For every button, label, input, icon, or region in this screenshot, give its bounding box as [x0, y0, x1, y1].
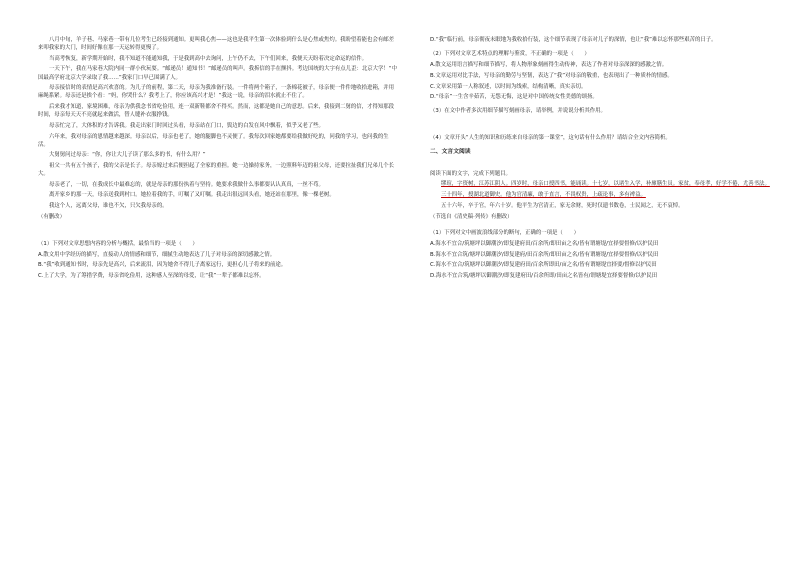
option-a: A.散文用中学经历的描写，直接动人的情感和细节，细腻生动地表达了儿子对母亲的深切感激之情。 — [38, 251, 276, 258]
option-a: A.散文运用语言描写和细节描写，将人物形象刻画得生动传神，表达了作者对母亲深深的感激之情。 — [430, 62, 668, 69]
classical-paragraph: 五十六年，卒于官，年六十岁。他平生为官清正，家无余财，死时仅遗书数卷，士民闻之，无不哀悼。 — [441, 202, 684, 209]
classical-paragraph: 缪瑄，字资树，江苏江阴人。四岁时，母亲口授四书，能诵读。十七岁，以诸生入学，补廪膳生员。家贫，奉母孝，好学不倦，尤善书法。 — [441, 181, 770, 188]
option-d: D.海水不宜合筑/塘坪以御潮汐/即复建府田/百余所即/田亩之名皆有/谓塘堤宜择要督修/以护民田 — [430, 273, 657, 280]
option-b: B.海水不宜合筑/塘坪以御潮汐/即复建府/田百余所/即田亩之名/皆有谓塘堤/宜择要督修/以护民田 — [430, 251, 659, 258]
question-5: （1）下列对文中画波浪线部分的断句，正确的一项是（ ） — [430, 229, 579, 236]
option-c: C.文章采用第一人称叙述，以时间为线索，结构清晰，真实亲切。 — [430, 83, 587, 90]
source-note: （节选自《清史稿·列传》有删改） — [430, 213, 513, 220]
essay-paragraph: 祖父一共有五个孩子，我的父亲是长子。母亲嫁过来后便担起了全家的重担。她一边操持家务，一边照料年迈的祖父母，还要拉扯我们兄弟几个长大。 — [38, 162, 395, 178]
option-d: D.“母亲”一生含辛茹苦，无怨无悔，这是对中国传统女性美德的颂扬。 — [430, 94, 598, 101]
left-column — [38, 36, 398, 283]
option-b: B.“我”收到通知书时，母亲先是高兴，后来流泪，因为她舍不得儿子离家远行，更担心儿子将来的前途。 — [38, 262, 287, 269]
option-c: C.海水不宜合/筑塘坪以御潮汐/即复建府田/百余所即田/亩之名/皆有谓塘堤宜择要/督修以护民田 — [430, 262, 657, 269]
essay-paragraph: 六年来，我对母亲的恩情越来越深。母亲以后，母亲也老了，她的腿脚也不灵便了。我每次回家她都要给我做好吃的，问我的学习，也问我的生活。 — [38, 133, 389, 148]
essay-paragraph: 母亲老了，一切，在我成长中最难忘的，就是母亲的那份执着与坚持。她要求我做什么事都要认认真真，一丝不苟。 — [49, 181, 324, 188]
option-c: C.上了大学，为了筹措学费，母亲省吃俭用，这种感人至深的母爱，让“我”一辈子都难以忘怀。 — [38, 272, 265, 279]
essay-paragraph: 母亲接信时的表情是高兴欢喜的。为儿子的前程，第二天，母亲为我准备行装。一件将两个箱子，一条棉花被子，母亲便一件件地收拾进箱，并用麻绳系紧。母亲还是挨个看：“妈，你哭什么？我考上了，你应该高兴才是！”我这一说，母亲的泪水就止不住了。 — [38, 85, 395, 100]
option-a: A.海水不宜合/筑塘坪以御潮汐/即复建府田/百余所/即田亩之名/皆有谓塘堤/宜择要督修/以护民田 — [430, 240, 659, 247]
reading-intro: 阅读下面的文字，完成下列题目。 — [430, 170, 511, 177]
question-3: （3）在文中作者多次用细节描写刻画母亲，请举例，并说说分析其作用。 — [430, 108, 606, 115]
option-d: D.“我”临行前，母亲彻夜未眠地为我收拾行装，这个细节表现了母亲对儿子的深情，也让“我”难以忘怀那些艰苦的日子。 — [430, 37, 717, 43]
essay-paragraph: 我这个人，远离父母，谁也不欠，只欠我母亲的。 — [49, 203, 168, 210]
question-4: （4）文章开头“人生的知识和历练来自母亲的第一课堂”，这句话有什么作用？请结合全文内容简析。 — [430, 135, 671, 142]
source-note: （有删改） — [38, 213, 65, 220]
essay-paragraph: 八月中旬，羊子巷、马家巷一带有几位考生已经接到通知。更叫我心焦——这也是我平生第一次体验到什么是心焦或焦灼。我盼望着能也会有邮差来叩我家的大门，时间好像在那一天运转得更慢了。 — [38, 37, 395, 52]
right-column — [430, 36, 790, 283]
classical-paragraph: 三十四年，授湖北道御史。他为官清廉，敢于直言，不畏权贵，上疏论事，多有裨益。 — [441, 192, 646, 198]
section-title: 二、文言文阅读 — [430, 148, 471, 155]
essay-paragraph: 离开家乡的那一天，母亲送我到村口。她拉着我的手，叮嘱了又叮嘱。我走出很远回头看，她还站在那里，像一棵老树。 — [49, 192, 335, 199]
option-b: B.文章运用对比手法，写母亲的勤劳与坚韧，表达了“我”对母亲的敬重，也表现出了一种质朴的情感。 — [430, 72, 673, 79]
essay-paragraph: 母亲忙完了，大体积的才告诉我。我走出家门时回过头看，母亲站在门口，鬓边的白发在风中飘着，似乎又老了些。 — [49, 122, 324, 129]
question-1: （1）下列对文章思想内容的分析与概括，最恰当的一项是（ ） — [38, 240, 198, 247]
essay-paragraph: 大舅舅问过母亲：“你，你让大儿子读了那么多的书，有什么用？” — [49, 152, 206, 159]
essay-paragraph: 一天下午，我在马家巷大院内同一群小伙玩耍。“邮递员！通知书！”邮递员的叫声。我拆信的手在颤抖。考边国统的大字有点儿歪：北京大学！“中国最高学府北京大学录取了我……”我家门口早已围满了人。 — [38, 66, 397, 81]
question-2: （2）下列对文章艺术特点的理解与鉴赏，不正确的一项是（ ） — [430, 51, 590, 58]
essay-paragraph: 后来我才知道，家境困难，母亲为供我念书省吃俭用，连一双新鞋都舍不得买。然而，这都是她自己的意思。后来，我接到二舅的信，才得知那段时间，母亲每天天不亮就起来做活，替人缝补衣服挣钱。 — [38, 104, 395, 119]
essay-paragraph: 当高考恢复，新学期开始时，我不知道不能通知我，于是我到高中去询问，上午仍不去，下午们回来，我便天天盼着决定命运的信件。 — [49, 55, 368, 62]
